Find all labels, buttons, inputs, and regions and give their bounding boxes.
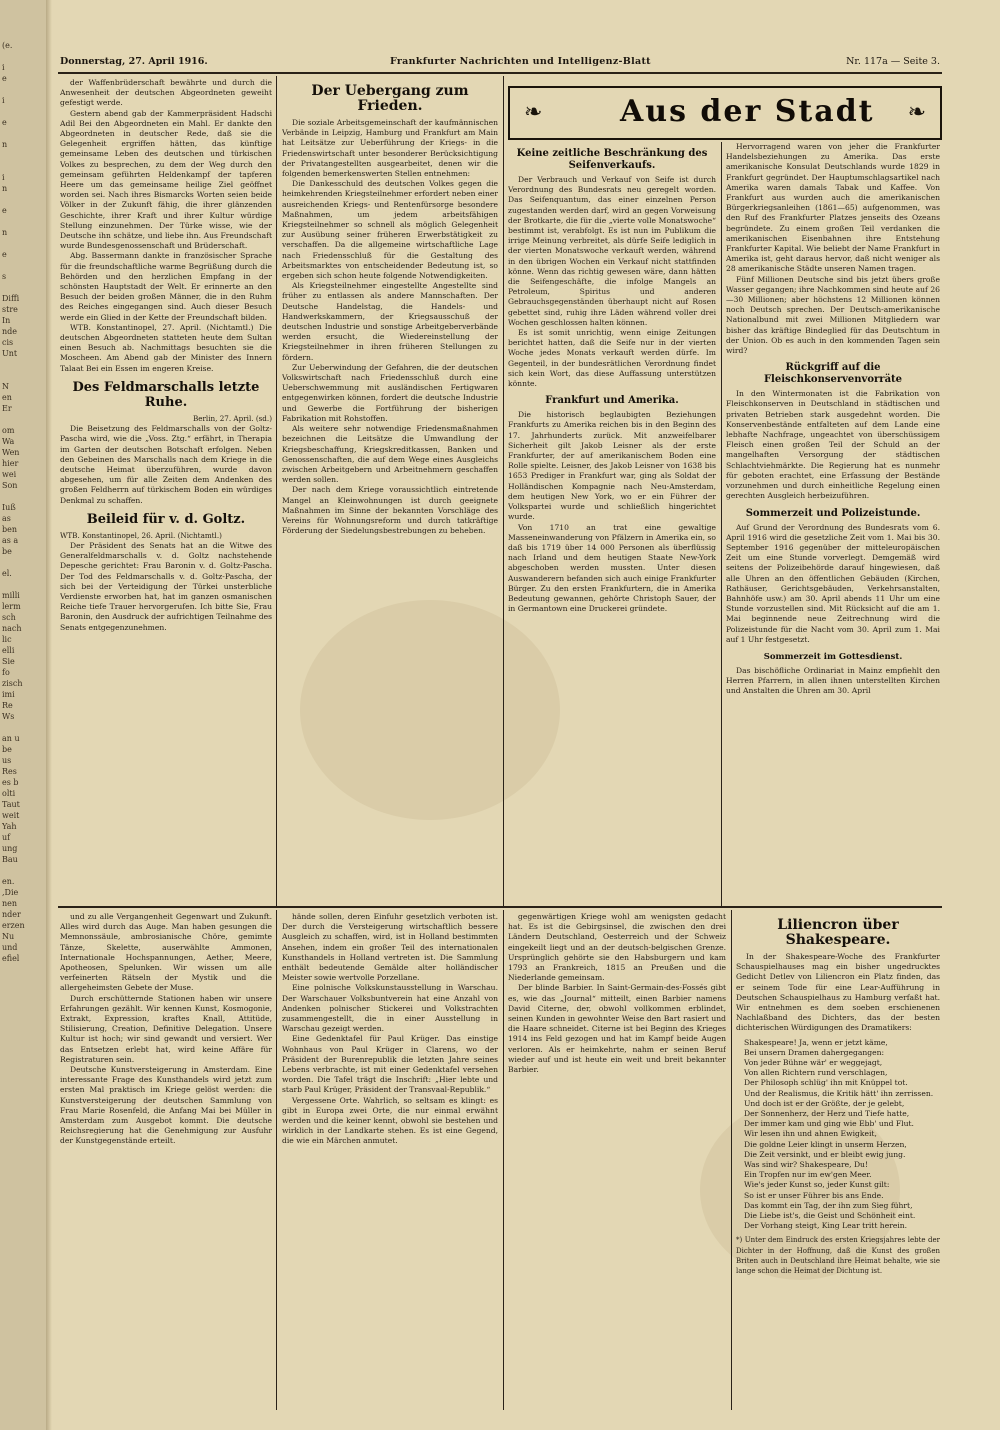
ornament-icon: ❧ xyxy=(524,100,543,125)
column-rule xyxy=(276,910,277,1410)
article-paragraph: Als weitere sehr notwendige Friedensmaßnahmen bezeichnen die Leitsätze die Umwandlung der Kriegsbeschaffung, Kriegskreditkassen, Banken und Genossenschaften, die auf dem Wege eines Ausgleichs zwischen Arbeitgebern und Arbeitnehmern geschaffen werden sollen. xyxy=(282,424,498,485)
column-2 xyxy=(282,78,498,904)
article-paragraph: Vergessene Orte. Wahrlich, so seltsam es klingt: es gibt in Europa zwei Orte, die nur einmal erwähnt werden und die keiner kennt, obwohl sie bestehen und wirklich in der Landkarte stehen. Es ist eine Gegend, die wie ein Märchen anmutet. xyxy=(282,1095,498,1146)
article-paragraph: Abg. Bassermann dankte in französischer Sprache für die freundschaftliche warme Begrüßung durch die Behörden und den herzlichen Empfang in der schönsten Hauptstadt der Welt. Er erinnerte an den Besuch der beiden großen Männer, die in den Ruhm des Reiches eingegangen sind. Auch dieser Besuch werde ein Glied in der Kette der Freundschaft bilden. xyxy=(60,251,272,322)
poem-line: Der immer kam und ging wie Ebb' und Flut. xyxy=(744,1119,914,1129)
poem-line: Ein Tropfen nur im ew'gen Meer. xyxy=(744,1170,872,1180)
article-paragraph: Eine Gedenktafel für Paul Krüger. Das einstige Wohnhaus von Paul Krüger in Clarens, wo der Präsident der Burenrepublik die letzten Jahre seines Lebens verbrachte, ist mit einer Gedenktafel versehen worden. Die Tafel trägt die Inschrift: „Hier lebte und starb Paul Krüger, Präsident der Transvaal-Republik.“ xyxy=(282,1034,498,1095)
article-paragraph: Die historisch beglaubigten Beziehungen Frankfurts zu Amerika reichen bis in den Beginn des 17. Jahrhunderts zurück. Mit anzweifelbarer Sicherheit gilt Jakob Leisner als der erste Frankfurter, der auf amerikanischem Boden eine Rolle spielte. Leisner, des Jakob Leisner von 1638 bis 1653 Prediger in Frankfurt war, ging als Soldat der Holländischen Kompagnie nach Neu-Amsterdam, dem heutigen New York, wo er ein Führer der Volkspartei wurde und schließlich hingerichtet wurde. xyxy=(508,410,716,522)
page-fold-shadow xyxy=(46,0,52,1430)
lower-column-2 xyxy=(282,912,498,1412)
article-paragraph: Deutsche Kunstversteigerung in Amsterdam. Eine interessante Frage des Kunsthandels wird jetzt zum ersten Mal praktisch im Kriege gelöst werden: die Kunstversteigerung der deutschen Sammlung von Frau Marie Rosenfeld, die Anfang Mai bei Müller in Amsterdam zum Ausgebot kommt. Die deutsche Reichsregierung hat die Genehmigung zur Ausfuhr der Kunstgegenstände erteilt. xyxy=(60,1065,272,1146)
column-rule xyxy=(503,910,504,1410)
poem-line: Das kommt ein Tag, der ihn zum Sieg führt, xyxy=(744,1200,913,1210)
headline-frankfurt-amerika: Frankfurt und Amerika. xyxy=(545,395,679,407)
column-rule xyxy=(721,142,722,906)
header-page-number: Nr. 117a — Seite 3. xyxy=(846,56,940,67)
headline-seife: Keine zeitliche Beschränkung des Seifenverkaufs. xyxy=(516,148,708,171)
article-paragraph: Zur Ueberwindung der Gefahren, die der deutschen Volkswirtschaft nach Friedensschluß durch eine Ueberschwemmung mit ausländischen Fertigwaren entgegenwirken können, fordert die deutsche Industrie und Gewerbe die Fortführung der bisherigen Fabrikation mit Rohstoffen. xyxy=(282,362,498,423)
poem-line: Der Philosoph schlüg' ihn mit Knüppel tot. xyxy=(744,1078,908,1088)
article-paragraph: Die Beisetzung des Feldmarschalls von der Goltz-Pascha wird, wie die „Voss. Ztg.“ erfährt, in Therapia im Garten der deutschen Botschaft erfolgen. Neben den Gebeinen des Marschalls nach dem Kriege in die deutsche Heimat überzuführen, wurde davon abgesehen, um für alle Zeiten dem Andenken des großen Feldherrn auf türkischem Boden ein würdiges Denkmal zu schaffen. xyxy=(60,424,272,505)
column-1 xyxy=(60,78,272,904)
article-paragraph: Von 1710 an trat eine gewaltige Masseneinwanderung von Pfälzern in Amerika ein, so daß bis 1719 über 14 000 Personen als überflüssig nach Irland und dem heutigen Staate New-York abgeschoben werden mussten. Unter diesen Auswanderern befanden sich auch einige Frankfurter Bürger. Zu den ersten Frankfurtern, die in Amerika Bedeutung gewannen, gehörte Christoph Sauer, der in Germantown eine Druckerei gründete. xyxy=(508,522,716,614)
dateline: Berlin, 27. April. (sd.) xyxy=(192,413,272,423)
headline-liliencron: Liliencron über Shakespeare. xyxy=(777,917,899,948)
lower-column-1 xyxy=(60,912,272,1412)
section-banner xyxy=(508,86,942,140)
poem-line: Die Zeit versinkt, und er bleibt ewig jung. xyxy=(744,1149,906,1159)
poem-line: Wir lesen ihn und ahnen Ewigkeit, xyxy=(744,1129,877,1139)
headline-gottesdienst: Sommerzeit im Gottesdienst. xyxy=(763,651,903,662)
article-paragraph: der Waffenbrüderschaft bewährte und durch die Anwesenheit der deutschen Abgeordneten geweiht gefestigt werde. xyxy=(60,78,272,108)
article-paragraph: Fünf Millionen Deutsche sind bis jetzt übers große Wasser gegangen; ihre Nachkommen sind heute auf 26—30 Millionen; aber höchstens 12 Millionen können noch Deutsch sprechen. Der Deutsch-amerikanische Nationalbund mit zwei Millionen Mitgliedern war bisher das kräftige Bindeglied für das Deutschtum in der Union. Ob es auch in den kommenden Tagen sein wird? xyxy=(726,274,940,356)
article-paragraph: In der Shakespeare-Woche des Frankfurter Schauspielhauses mag ein bisher ungedrucktes Gedicht Detlev von Liliencron ein Platz finden, das er seinem Tode für eine Lear-Aufführung in Deutschen Schauspielhaus zu Hamburg verfaßt hat. Wir entnehmen es dem soeben erschienenen Nachlaßband des Dichters, das der besten dichterischen Würdigungen des Dramatikers: xyxy=(736,952,940,1033)
lower-column-4 xyxy=(736,912,940,1412)
poem xyxy=(744,1038,940,1232)
header-rule xyxy=(58,72,942,74)
column-3 xyxy=(508,142,716,904)
headline-sommerzeit: Sommerzeit und Polizeistunde. xyxy=(745,507,921,519)
poem-line: Der Vorhang steigt, King Lear tritt herein. xyxy=(744,1221,908,1231)
poem-line: Was sind wir? Shakespeare, Du! xyxy=(744,1160,868,1170)
poem-line: Shakespeare! Ja, wenn er jetzt käme, xyxy=(744,1037,888,1047)
article-paragraph: Eine polnische Volkskunstausstellung in Warschau. Der Warschauer Volksbuntverein hat eine Anzahl von Andenken polnischer Stickerei und Volkstrachten zusammengestellt, die in einer Ausstellung in Warschau gezeigt werden. xyxy=(282,983,498,1034)
adjacent-page-text: (e. i e i e n i n e n e s Diffi stre In nde cis Unt N en Er om Wa Wen hier wei Son Iuß as ben as a be el. milli lerm sch nach lic elli Sie fo zisch imi Re Ws an u be us Res es b olti Taut weit Yah uf ung Bau en. ,Die nen nder erzen Nu und efiel xyxy=(2,41,25,963)
article-paragraph: hände sollen, deren Einfuhr gesetzlich verboten ist. Der durch die Versteigerung wirtschaftlich bessere Ausgleich zu schaffen, wird, ist in Holland bestimmten Ansehen, indem ein großer Teil des internationalen Kunsthandels in Holland vertreten ist. Die Sammlung enthält bedeutende Gemälde alter holländischer Meister sowie wertvolle Porzellane. xyxy=(282,912,498,983)
article-paragraph: Der Präsident des Senats hat an die Witwe des Generalfeldmarschalls v. d. Goltz nachstehende Depesche gerichtet: Frau Baronin v. d. Goltz-Pascha. Der Tod des Feldmarschalls v. d. Goltz-Pascha, der sich bei der Verteidigung der Türkei unsterbliche Verdienste erworben hat, hat im ganzen osmanischen Reiche tiefe Trauer hervorgerufen. Ich bitte Sie, Frau Baronin, den Ausdruck der aufrichtigen Teilnahme des Senats entgegenzunehmen. xyxy=(60,540,272,632)
article-paragraph: Durch erschütternde Stationen haben wir unsere Erfahrungen gezählt. Wir kennen Kunst, Kosmogonie, Extrakt, Expression, kraftes Knall, Attitüde, Stilisierung, Creation, Definitive Delegation. Unsere Kultur ist hoch; wir sind gewandt und versiert. Wer das Entsetzen erlebt hat, wird keine Affäre für Registraturen sein. xyxy=(60,993,272,1064)
article-paragraph: und zu alle Vergangenheit Gegenwart und Zukunft. Alles wird durch das Auge. Man haben gesungen die Memnonssäule, ambrosianische Chöre, gemimte Tänze, Skelette, auserwählte Ammonen, Internationale Hochspannungen, Aether, Meere, Apotheosen, Spelunken. Wir wissen um alle verfeinerten Rätseln der Mystik und die allergeheimsten Gebete der Muse. xyxy=(60,912,272,993)
article-paragraph: Es ist somit unrichtig, wenn einige Zeitungen berichtet hatten, daß die Seife nur in der vierten Woche jedes Monats verkauft werden dürfe. Im Gegenteil, in der bundesrätlichen Verordnung findet sich kein Wort, das diese Auffassung unterstützen könnte. xyxy=(508,328,716,389)
lower-column-3 xyxy=(508,912,726,1412)
column-rule xyxy=(731,910,732,1410)
poem-line: Bei unsern Dramen dahergegangen: xyxy=(744,1047,885,1057)
article-paragraph: Als Kriegsteilnehmer eingestellte Angestellte sind früher zu entlassen als andere Mannschaften. Der Deutsche Handelstag, die Handels- und Handwerkskammern, der Kriegsausschuß der deutschen Industrie und sonstige Arbeitgeberverbände werden ersucht, die Wiedereinstellung der Kriegsteilnehmer in ihren früheren Stellungen zu fördern. xyxy=(282,281,498,362)
article-paragraph: Die soziale Arbeitsgemeinschaft der kaufmännischen Verbände in Leipzig, Hamburg und Frankfurt am Main hat Leitsätze zur Ueberführung der Kriegs- in die Friedenswirtschaft unter besonderer Berücksichtigung der Privatangestellten ausgearbeitet, denen wir die folgenden bemerkenswerten Stellen entnehmen: xyxy=(282,118,498,179)
headline-fleischkonserven: Rückgriff auf die Fleischkonservenvorräte xyxy=(763,362,903,386)
headline-uebergang: Der Uebergang zum Frieden. xyxy=(311,83,469,114)
poem-line: Die Liebe ist's, die Geist und Schönheit eint. xyxy=(744,1211,916,1221)
article-paragraph: Der nach dem Kriege voraussichtlich eintretende Mangel an Kleinwohnungen ist durch geeignete Maßnahmen im Sinne der bekannten Vorschläge des Vereins für Wohnungsreform und durch tatkräftige Förderung der Siedelungsbestrebungen zu beheben. xyxy=(282,485,498,536)
article-paragraph: gegenwärtigen Kriege wohl am wenigsten gedacht hat. Es ist die Gebirgsinsel, die zwischen den drei Ländern Deutschland, Oesterreich und der Schweiz eingekeilt liegt und an der deutsch-belgischen Grenze. Ursprünglich gehörte sie den Habsburgern und kam 1793 an Frankreich, 1815 an Preußen und die Niederlande gemeinsam. xyxy=(508,912,726,983)
article-paragraph: In den Wintermonaten ist die Fabrikation von Fleischkonserven in Deutschland in städtischen und privaten Betrieben stark ausgedehnt worden. Die Konservenbestände entfalteten auf dem Lande eine lebhafte Nachfrage, ungeachtet von überschüssigem Fleisch einen großen Teil der Schuld an der mangelhaften Versorgung der städtischen Schlachtviehmärkte. Die Regierung hat es nunmehr für geboten erachtet, eine Erfassung der Bestände vorzunehmen und durch einheitliche Regelung einen gerechten Ausgleich herbeizuführen. xyxy=(726,389,940,501)
poem-line: Von jeder Bühne wär' er weggejagt, xyxy=(744,1058,883,1068)
article-paragraph: Auf Grund der Verordnung des Bundesrats vom 6. April 1916 wird die gesetzliche Zeit vom 1. Mai bis 30. September 1916 gegenüber der mitteleuropäischen Zeit um eine Stunde vorverlegt. Demgemäß wird seitens der Polizeibehörde darauf hingewiesen, daß alle Uhren an den öffentlichen Gebäuden (Kirchen, Rathäuser, Gerichtsgebäuden, Verkehrsanstalten, Bahnhöfe usw.) am 30. April abends 11 Uhr um eine Stunde vorzustellen sind. Mit Rücksicht auf die am 1. Mai beginnende neue Zeitrechnung wird die Polizeistunde für die Nacht vom 30. April zum 1. Mai auf 1 Uhr festgesetzt. xyxy=(726,522,940,644)
article-paragraph: Hervorragend waren von jeher die Frankfurter Handelsbeziehungen zu Amerika. Das erste amerikanische Konsulat Deutschlands wurde 1829 in Frankfurt gegründet. Der Hauptumschlagsartikel nach Amerika waren damals Tabak und Kaffee. Von Frankfurt aus wurden auch die amerikanischen Bürgerkriegsanleihen (1861—65) aufgenommen, was den Ruf des Frankfurter Platzes jenseits des Ozeans begründete. Zu einem großen Teil verdanken die amerikanischen Eisenbahnen ihre Entstehung Frankfurter Kapital. Wie beliebt der Name Frankfurt in Amerika ist, geht daraus hervor, daß nicht weniger als 28 amerikanische Städte unseren Namen tragen. xyxy=(726,142,940,274)
header-date: Donnerstag, 27. April 1916. xyxy=(60,56,208,67)
article-paragraph: WTB. Konstantinopel, 27. April. (Nichtamtl.) Die deutschen Abgeordneten statteten heute dem Sultan einen Besuch ab. Nachmittags besuchten sie die Moscheen. Am Abend gab der Minister des Innern Talaat Bei ein Essen im engeren Kreise. xyxy=(60,322,272,373)
poem-line: So ist er unser Führer bis ans Ende. xyxy=(744,1190,884,1200)
poem-line: Der Sonnenherz, der Herz und Tiefe hatte, xyxy=(744,1109,910,1119)
ornament-icon: ❧ xyxy=(907,100,926,125)
article-paragraph: Die Dankesschuld des deutschen Volkes gegen die heimkehrenden Kriegsteilnehmer erfordert neben einer ausreichenden Kriegs- und Rentenfürsorge besondere Maßnahmen, um jedem arbeitsfähigen Kriegsteilnehmer so schnell als möglich Gelegenheit zur Ausübung seiner früheren Erwerbstätigkeit zu verschaffen. Da die allgemeine wirtschaftliche Lage nach Friedensschluß für die Gestaltung des Arbeitsmarktes von entscheidender Bedeutung ist, so ergeben sich schon heute folgende Notwendigkeiten. xyxy=(282,179,498,281)
poem-line: Und doch ist er der Größte, der je gelebt, xyxy=(744,1098,905,1108)
poem-line: Und der Realismus, die Kritik hätt' ihn zerrissen. xyxy=(744,1088,934,1098)
poem-line: Von allen Richtern rund verschlagen, xyxy=(744,1068,888,1078)
column-rule xyxy=(503,76,504,906)
article-paragraph: Gestern abend gab der Kammerpräsident Hadschi Adil Bei den Abgeordneten ein Mahl. Er dankte den Abgeordneten in deutscher Rede, daß sie die Gelegenheit ergriffen hätten, das künftige gemeinsame Leben des deutschen und türkischen Volkes zu besprechen, zu dem der Weg durch den gemeinsam geführten Heldenkampf der tapferen Heere um das gemeinsame heilige Ziel geöffnet worden sei. Nach ihres Bismarcks Worten seien beide Völker in der Zukunft fähig, die ihrer glänzenden Geschichte, ihrer Kraft und ihrer Kultur würdige Stellung einzunehmen. Der Türke wisse, wie der Deutsche ihn schätze, und liebe ihn. Aus Freundschaft wurde Bundesgenossenschaft und Brüderschaft. xyxy=(60,108,272,251)
page-header xyxy=(60,56,940,70)
poem-line: Wie's jeder Kunst so, jeder Kunst gilt: xyxy=(744,1180,890,1190)
headline-beileid: Beileid für v. d. Goltz. xyxy=(86,511,246,527)
article-paragraph: Der Verbrauch und Verkauf von Seife ist durch Verordnung des Bundesrats neu geregelt worden. Das Seifenquantum, das einer einzelnen Person zugestanden werden darf, wird an gegen Vorweisung der Brotkarte, die für die „vierte volle Monatswoche“ bestimmt ist, verabfolgt. Es ist nun im Publikum die irrige Meinung verbreitet, als dürfe Seife lediglich in der vierten Monatswoche verkauft werden, während in den übrigen Wochen ein Verkauf nicht stattfinden könne. Wenn das richtig gewesen wäre, dann hätten die Seifengeschäfte, die infolge Mangels an Petroleum, Spiritus und anderen Gebrauchsgegenständen überhaupt nicht auf Rosen gebettet sind, ruhig ihre Läden während voller drei Wochen geschlossen halten können. xyxy=(508,175,716,327)
section-title: Aus der Stadt xyxy=(620,94,875,129)
article-paragraph: Das bischöfliche Ordinariat in Mainz empfiehlt den Herren Pfarrern, in allen ihnen unterstellten Kirchen und Anstalten die Uhren am 30. April xyxy=(726,665,940,696)
poem-line: Die goldne Leier klingt in unserm Herzen, xyxy=(744,1139,907,1149)
header-paper-name: Frankfurter Nachrichten und Intelligenz-Blatt xyxy=(390,56,651,67)
article-paragraph: Der blinde Barbier. In Saint-Germain-des-Fossés gibt es, wie das „Journal“ mitteilt, einen Barbier namens David Citerne, der, obwohl vollkommen erblindet, seinen Kunden in gewohnter Weise den Bart rasiert und die Haare schneidet. Citerne ist bei Beginn des Krieges 1914 ins Feld gezogen und hat im Kampf beide Augen verloren. Als er heimkehrte, nahm er seinen Beruf wieder auf und ist heute ein weit und breit bekannter Barbier. xyxy=(508,983,726,1075)
column-4 xyxy=(726,142,940,904)
footnote: *) Unter dem Eindruck des ersten Kriegsjahres lebte der Dichter in der Hoffnung, daß die Kunst des großen Briten auch in Deutschland ihre Heimat behalte, wie sie lange schon die Heimat der Dichtung ist. xyxy=(736,1236,940,1276)
section-rule xyxy=(58,906,942,908)
dateline: WTB. Konstantinopel, 26. April. (Nichtamtl.) xyxy=(60,530,222,540)
adjacent-page-edge xyxy=(0,0,48,1430)
headline-feldmarschall: Des Feldmarschalls letzte Ruhe. xyxy=(72,379,260,410)
column-rule xyxy=(276,76,277,906)
